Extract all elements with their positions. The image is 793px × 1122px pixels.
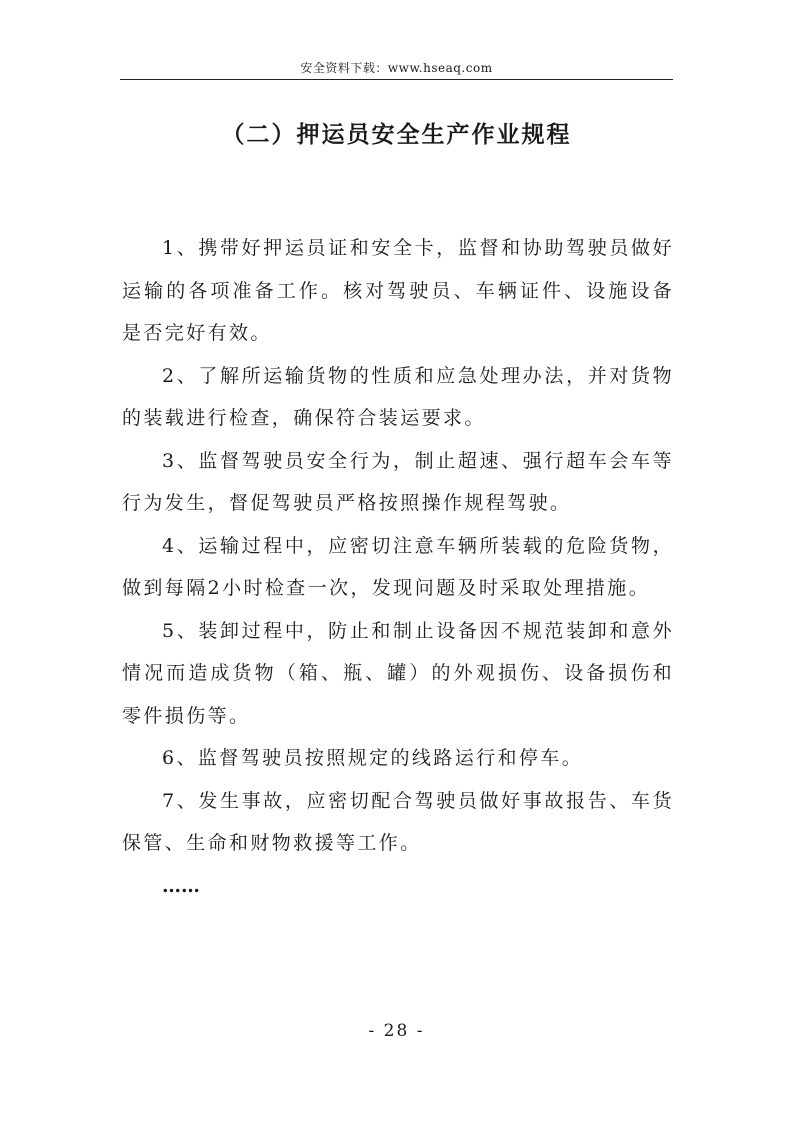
document-body — [122, 227, 674, 907]
header-divider — [120, 79, 673, 80]
paragraph-3: 3、监督驾驶员安全行为，制止超速、强行超车会车等行为发生，督促驾驶员严格按照操作规程驾驶。 — [122, 449, 674, 514]
paragraph-2: 2、了解所运输货物的性质和应急处理办法，并对货物的装载进行检查，确保符合装运要求。 — [122, 364, 674, 429]
continuation-ellipsis: …… — [162, 874, 200, 897]
paragraph-1: 1、携带好押运员证和安全卡，监督和协助驾驶员做好运输的各项准备工作。核对驾驶员、车辆证件、设施设备是否完好有效。 — [122, 237, 674, 344]
page-number: - 28 - — [368, 1021, 425, 1041]
paragraph-7: 7、发生事故，应密切配合驾驶员做好事故报告、车货保管、生命和财物救援等工作。 — [122, 789, 674, 854]
paragraph-5: 5、装卸过程中，防止和制止设备因不规范装卸和意外情况而造成货物（箱、瓶、罐）的外观损伤、设备损伤和零件损伤等。 — [122, 619, 674, 727]
paragraph-4: 4、运输过程中，应密切注意车辆所装载的危险货物，做到每隔2小时检查一次，发现问题及时采取处理措施。 — [122, 534, 674, 599]
paragraph-6: 6、监督驾驶员按照规定的线路运行和停车。 — [162, 747, 584, 769]
page-title: （二）押运员安全生产作业规程 — [221, 121, 572, 148]
page-header: 安全资料下载：www.hseaq.com — [300, 61, 493, 75]
